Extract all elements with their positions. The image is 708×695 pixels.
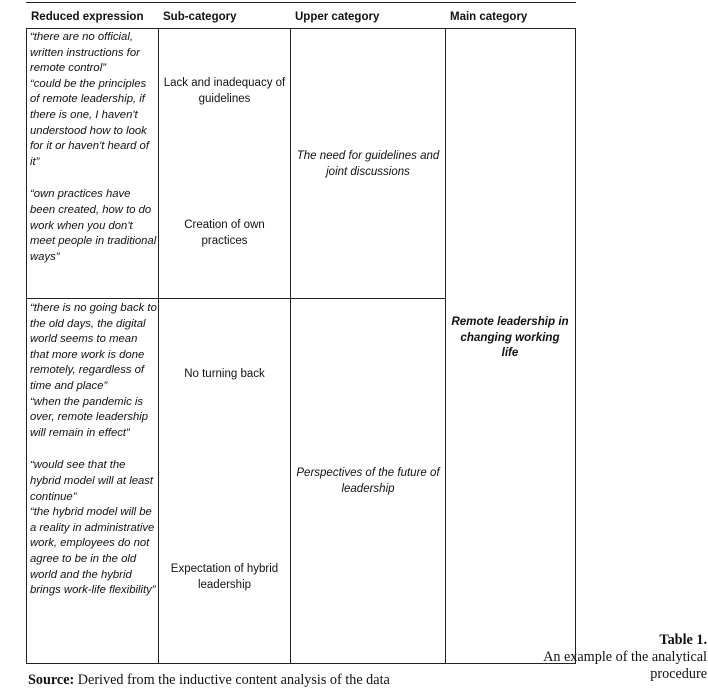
table-label: Table 1.: [659, 632, 707, 648]
subcategory-no-turning-back: No turning back: [184, 368, 265, 380]
quote-own-practices: “own practices have been created, how to do work when you don't meet people in traditional ways”: [30, 188, 157, 263]
cell-section1-sub: [158, 28, 291, 299]
section2-quotes: [30, 301, 158, 599]
quote-hybrid-continue: “would see that the hybrid model will at least continue”: [30, 459, 154, 503]
source-label: Source:: [28, 672, 75, 688]
quote-no-going-back: “there is no going back to the old days, the digital world seems to mean that more work is done remotely, regardless of time and place”: [30, 302, 157, 392]
source-note: [28, 672, 390, 689]
header-sub-category: Sub-category: [163, 11, 237, 23]
subcategory-own-practices: Creation of own practices: [184, 219, 265, 247]
main-category: Remote leadership in changing working life: [451, 315, 569, 360]
quote-hybrid-reality: “the hybrid model will be a reality in administrative work, employees do not agree to be in the old world and the hybrid brings work-life flexibility”: [30, 506, 156, 597]
upper-category-future: Perspectives of the future of leadership: [296, 467, 440, 495]
top-rule: [26, 2, 576, 3]
quote-no-official-instructions: “there are no official, written instructions for remote control”: [30, 31, 140, 75]
subcategory-hybrid-leadership: Expectation of hybrid leadership: [170, 563, 279, 591]
section1-quotes: [30, 30, 158, 265]
upper-category-guidelines: The need for guidelines and joint discussions: [296, 150, 440, 178]
cell-section2-sub: [158, 298, 291, 664]
quote-pandemic-over: “when the pandemic is over, remote leadership will remain in effect”: [30, 395, 149, 439]
header-reduced-expression: Reduced expression: [31, 11, 144, 23]
quote-principles-remote-leadership: “could be the principles of remote leadership, if there is one, I haven't understood how to look for it or haven't heard of it”: [30, 77, 149, 168]
header-upper-category: Upper category: [295, 11, 380, 23]
header-main-category: Main category: [450, 11, 528, 23]
table-description: An example of the analytical procedure: [543, 649, 707, 682]
source-text: Derived from the inductive content analysis of the data: [74, 672, 390, 688]
subcategory-lack-of-guidelines: Lack and inadequacy of guidelines: [163, 77, 286, 105]
table-caption: [527, 632, 707, 683]
